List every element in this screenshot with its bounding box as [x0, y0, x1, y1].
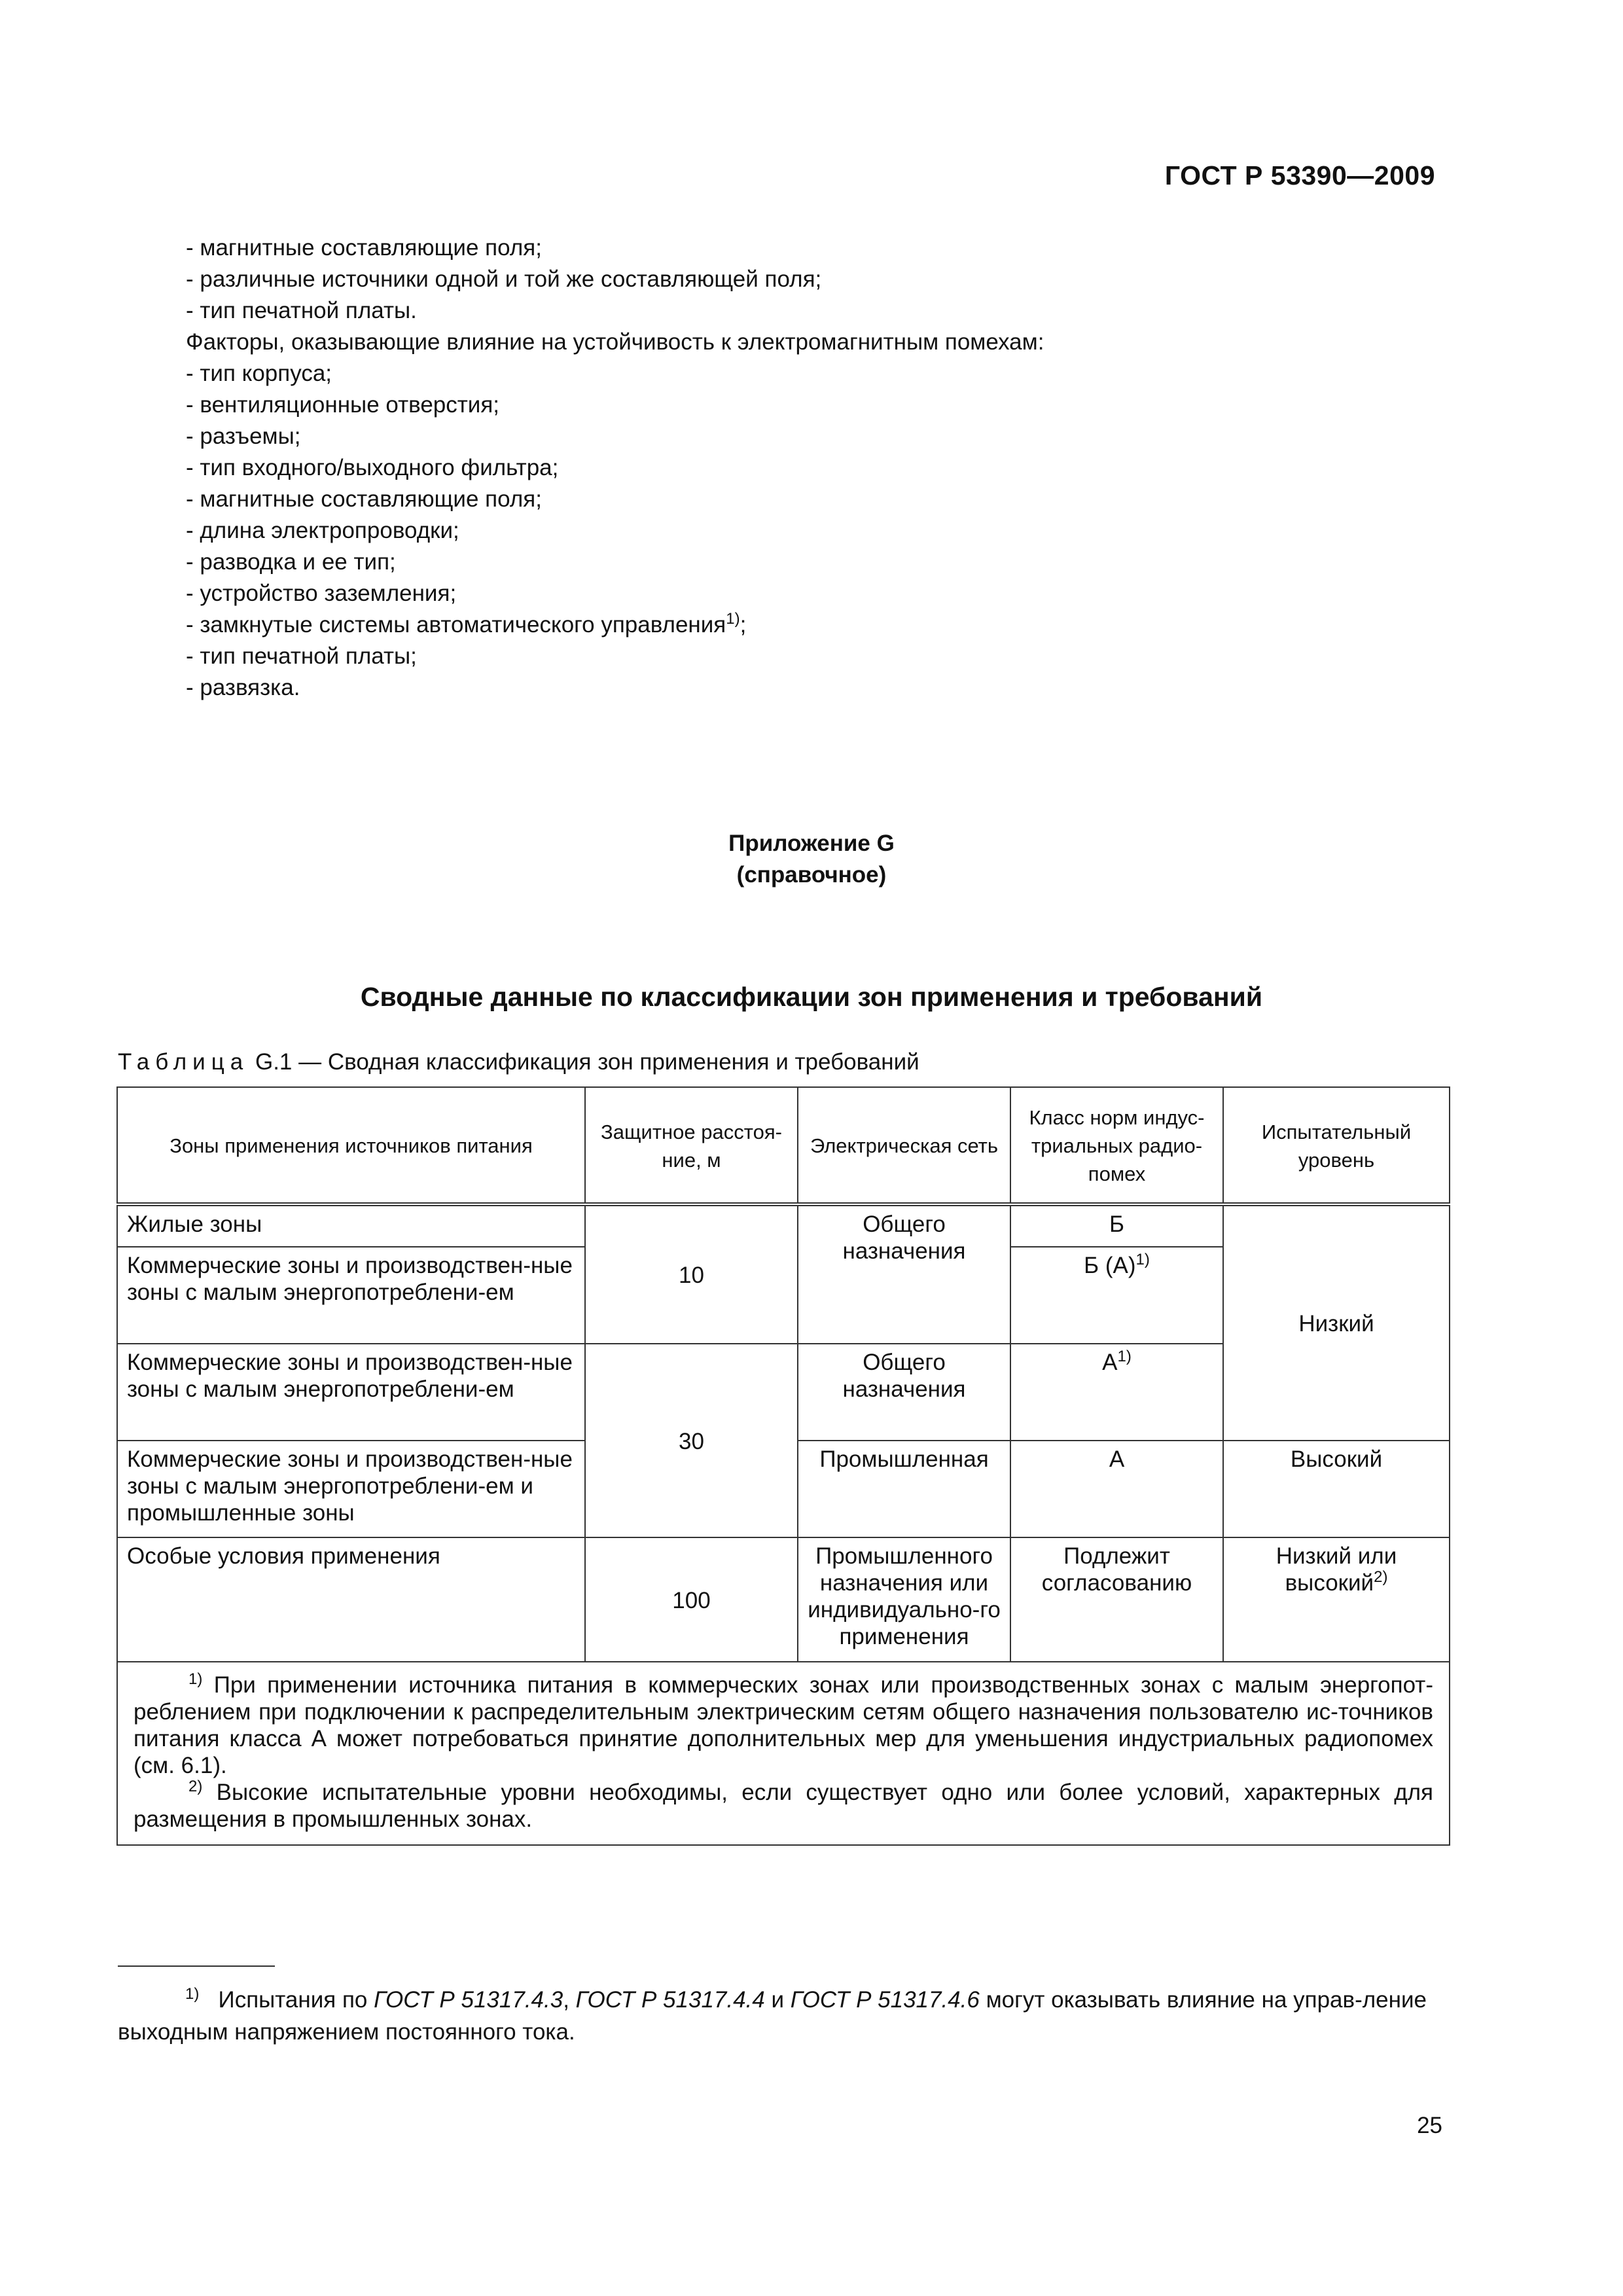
zone-cell: Жилые зоны [117, 1204, 585, 1247]
list-item: - тип печатной платы. [186, 298, 417, 323]
class-cell: Б [1010, 1204, 1223, 1247]
distance-cell: 30 [585, 1344, 798, 1537]
table-caption-code: G.1 [255, 1049, 293, 1075]
zone-cell: Коммерческие зоны и производствен-ные зоны с малым энергопотреблени-ем [117, 1247, 585, 1344]
list-item: - магнитные составляющие поля; [186, 486, 542, 512]
column-header-emission-class: Класс норм индус-триальных радио-помех [1010, 1087, 1223, 1204]
table-row [117, 1537, 1450, 1662]
footnote-separator-text: , [563, 1987, 576, 2013]
list-item: - вентиляционные отверстия; [186, 392, 500, 418]
list-item: - тип входного/выходного фильтра; [186, 455, 559, 480]
network-cell: Промышленная [798, 1441, 1010, 1537]
factors-list [186, 232, 1462, 704]
class-value: А [1102, 1350, 1118, 1375]
annex-heading [0, 828, 1623, 891]
class-cell: А [1010, 1441, 1223, 1537]
network-cell: Общего назначения [798, 1344, 1010, 1441]
network-cell: Промышленного назначения или индивидуально-го применения [798, 1537, 1010, 1662]
standard-reference: ГОСТ Р 51317.4.4 [575, 1987, 765, 2013]
list-item: - разъемы; [186, 423, 301, 449]
network-cell: Общего назначения [798, 1204, 1010, 1344]
list-item-text: - замкнутые системы автоматического управления [186, 612, 726, 637]
list-item: - длина электропроводки; [186, 518, 459, 543]
footnote-separator [118, 1965, 275, 1967]
class-cell [1010, 1247, 1223, 1344]
footnote-ref[interactable]: 1) [1117, 1348, 1132, 1365]
list-item: - разводка и ее тип; [186, 549, 396, 575]
factors-intro: Факторы, оказывающие влияние на устойчивость к электромагнитным помехам: [186, 329, 1044, 355]
standard-reference: ГОСТ Р 51317.4.6 [790, 1987, 980, 2013]
level-cell [1223, 1537, 1450, 1662]
list-item [186, 609, 1462, 641]
zone-cell: Особые условия применения [117, 1537, 585, 1662]
column-header-zones: Зоны применения источников питания [117, 1087, 585, 1204]
annex-title: Приложение G [728, 831, 895, 856]
class-value: Б (А) [1084, 1253, 1136, 1278]
list-item: - тип печатной платы; [186, 643, 417, 669]
page-footnote [118, 1984, 1450, 2048]
table-notes [117, 1662, 1450, 1845]
note-text: При применении источника питания в коммерческих зонах или производственных зонах с малым энергопот-реблением при подключении к распределительным электрическим сетям общего назначения пользователю ис-точников питания класса А может потребоваться принятие дополнительных мер для уменьшения индустриальных радиопомех (см. 6.1). [134, 1672, 1433, 1778]
footnote-ref[interactable]: 2) [1374, 1568, 1388, 1586]
distance-cell: 10 [585, 1204, 798, 1344]
standard-reference: ГОСТ Р 51317.4.3 [374, 1987, 563, 2013]
standard-code-header: ГОСТ Р 53390—2009 [1164, 160, 1435, 190]
distance-cell: 100 [585, 1537, 798, 1662]
list-item: - магнитные составляющие поля; [186, 235, 542, 260]
table-note [134, 1779, 1433, 1833]
class-cell [1010, 1344, 1223, 1441]
note-mark: 2) [188, 1778, 203, 1795]
footnote-ref[interactable]: 1) [726, 610, 740, 628]
note-text: Высокие испытательные уровни необходимы, если существует одно или более условий, характерных для размещения в промышленных зонах. [134, 1780, 1433, 1832]
table-header-row [117, 1087, 1450, 1204]
annex-subtitle: (справочное) [736, 862, 887, 888]
zone-cell: Коммерческие зоны и производствен-ные зоны с малым энергопотреблени-ем [117, 1344, 585, 1441]
list-item: - устройство заземления; [186, 581, 457, 606]
table-caption [118, 1049, 919, 1075]
footnote-mark: 1) [185, 1985, 200, 2003]
level-value: Низкий или высокий [1275, 1543, 1397, 1596]
level-cell: Высокий [1223, 1441, 1450, 1537]
list-item-tail: ; [740, 612, 747, 637]
table-caption-text: — Сводная классификация зон применения и требований [292, 1049, 919, 1075]
footnote-prefix: Испытания по [218, 1987, 374, 2013]
list-item: - развязка. [186, 675, 300, 700]
list-item: - различные источники одной и той же составляющей поля; [186, 266, 822, 292]
footnote-suffix: могут оказывать влияние на управ-ление выходным напряжением постоянного тока. [118, 1987, 1427, 2045]
column-header-network: Электрическая сеть [798, 1087, 1010, 1204]
table-notes-row [117, 1662, 1450, 1845]
classification-table [116, 1086, 1450, 1846]
table-row [117, 1204, 1450, 1247]
list-item: - тип корпуса; [186, 361, 332, 386]
section-title: Сводные данные по классификации зон применения и требований [360, 982, 1263, 1012]
table-note [134, 1672, 1433, 1779]
table-caption-label: Таблица [118, 1049, 249, 1075]
footnote-ref[interactable]: 1) [1135, 1251, 1150, 1268]
column-header-distance: Защитное расстоя-ние, м [585, 1087, 798, 1204]
level-cell: Низкий [1223, 1204, 1450, 1441]
zone-cell: Коммерческие зоны и производствен-ные зоны с малым энергопотреблени-ем и промышленные зоны [117, 1441, 585, 1537]
page-number: 25 [1417, 2113, 1442, 2138]
class-cell: Подлежит согласованию [1010, 1537, 1223, 1662]
note-mark: 1) [188, 1670, 203, 1688]
footnote-separator-text: и [764, 1987, 791, 2013]
column-header-test-level: Испытательный уровень [1223, 1087, 1450, 1204]
